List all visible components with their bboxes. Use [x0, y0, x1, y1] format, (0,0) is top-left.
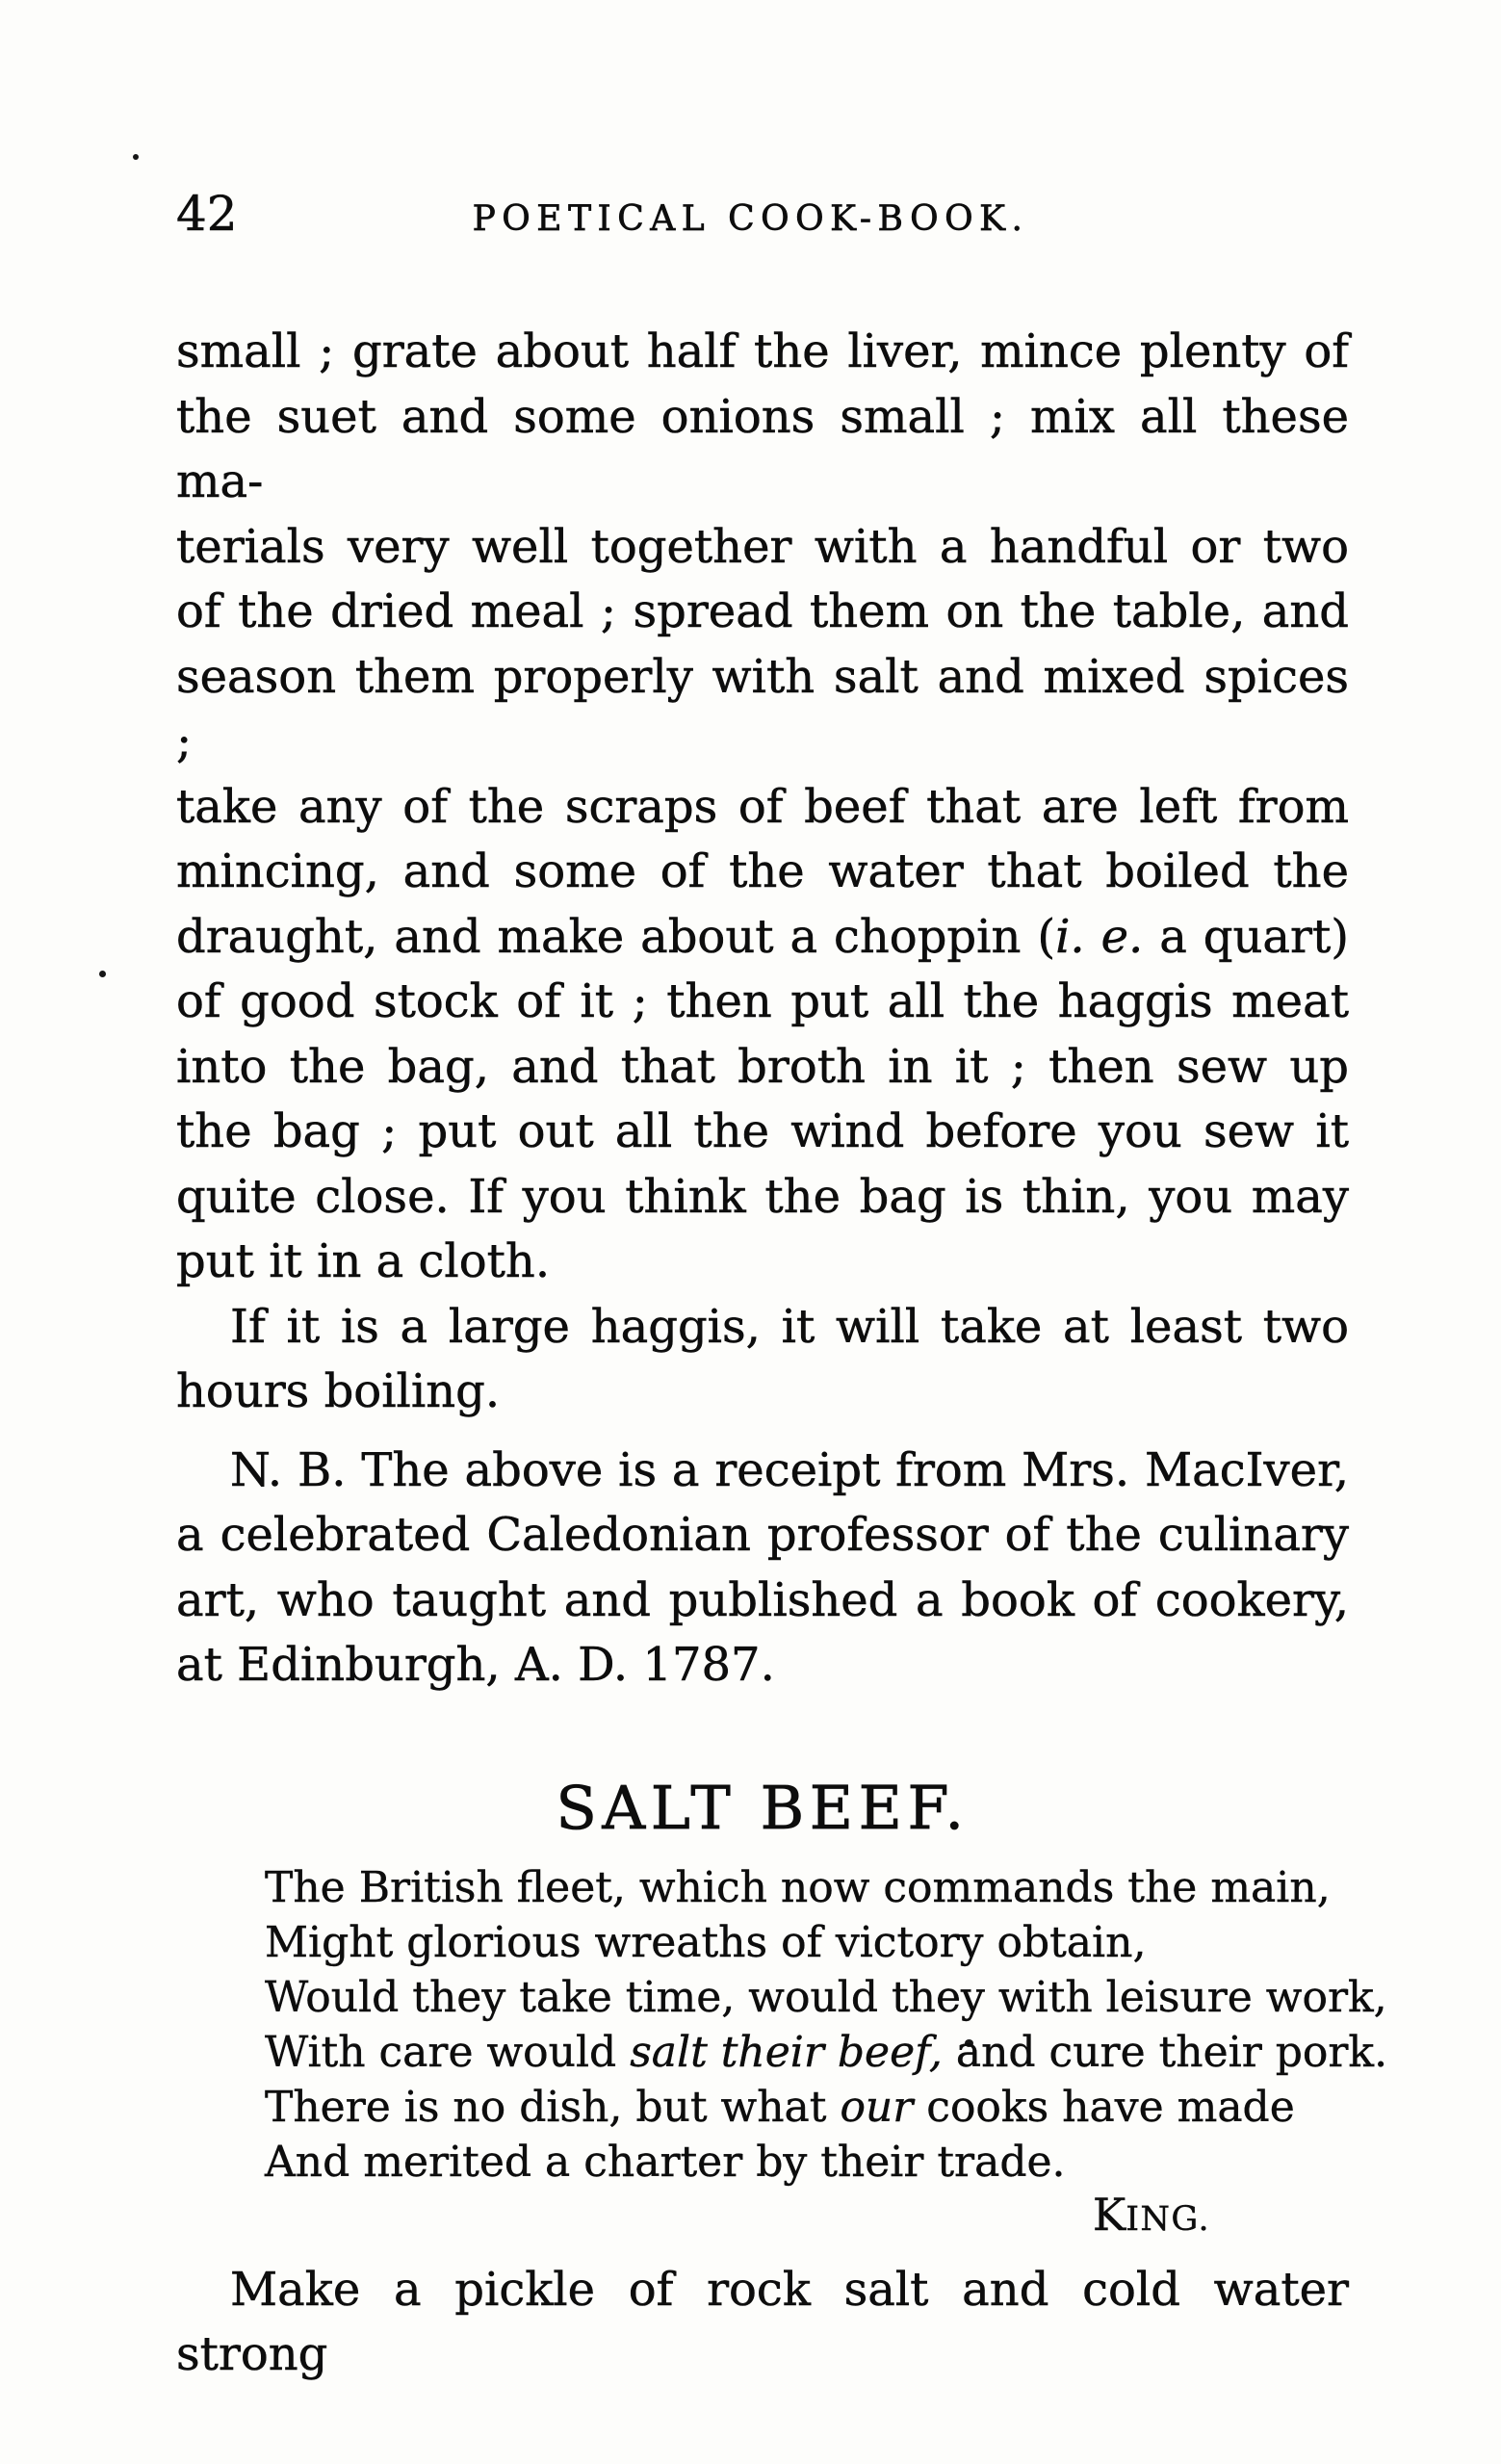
text-line: put it in a cloth. — [176, 1234, 551, 1288]
paragraph-haggis-boiling-time — [176, 1295, 1349, 1425]
text-line: art, who taught and published a book of cookery, — [176, 1572, 1349, 1627]
text-line: small ; grate about half the liver, mince plenty of — [176, 324, 1349, 378]
attribution-initial: K — [1092, 2188, 1126, 2241]
text-line: a celebrated Caledonian professor of the culinary — [176, 1508, 1349, 1562]
running-title: POETICAL COOK-BOOK. — [472, 199, 1029, 239]
text-line: the bag ; put out all the wind before you sew it — [176, 1104, 1349, 1158]
text-line: There is no dish, but what our cooks have made — [265, 2082, 1295, 2132]
text-line: at Edinburgh, A. D. 1787. — [176, 1638, 775, 1692]
text-line: terials very well together with a handful or two — [176, 519, 1349, 574]
text-line: Might glorious wreaths of victory obtain, — [265, 1917, 1147, 1967]
paragraph-nota-bene — [176, 1439, 1349, 1699]
epigraph-poem — [176, 1860, 1388, 2190]
text-line: N. B. The above is a receipt from Mrs. MacIver, — [230, 1442, 1349, 1497]
text-line: take any of the scraps of beef that are left from — [176, 779, 1349, 834]
text-line: of good stock of it ; then put all the haggis meat — [176, 974, 1349, 1028]
text-line: season them properly with salt and mixed spices ; — [176, 649, 1349, 768]
text-line: mincing, and some of the water that boiled the — [176, 844, 1349, 898]
text-line: Would they take time, would they with leisure work, — [265, 1972, 1387, 2022]
text-line: The British fleet, which now commands the main, — [265, 1862, 1331, 1912]
text-line: And merited a charter by their trade. — [265, 2137, 1066, 2187]
scan-speck — [133, 154, 139, 160]
page-number: 42 — [176, 186, 238, 242]
text-line: quite close. If you think the bag is thin, you may — [176, 1169, 1349, 1224]
text-line: With care would salt their beef, and cure their pork. — [265, 2027, 1388, 2077]
recipe-heading-salt-beef: SALT BEEF. — [556, 1772, 970, 1843]
text-line: Make a pickle of rock salt and cold water strong — [176, 2262, 1349, 2381]
text-line: of the dried meal ; spread them on the table, and — [176, 584, 1349, 638]
text-line: the suet and some onions small ; mix all these ma- — [176, 389, 1349, 508]
scan-speck — [99, 971, 106, 977]
text-line: If it is a large haggis, it will take at least two — [230, 1299, 1349, 1354]
paragraph-haggis-directions — [176, 320, 1349, 1295]
text-line: into the bag, and that broth in it ; then sew up — [176, 1039, 1349, 1094]
paragraph-salt-beef-directions — [176, 2258, 1349, 2388]
attribution-rest: ING. — [1126, 2199, 1210, 2239]
text-line: hours boiling. — [176, 1364, 501, 1418]
text-line: draught, and make about a choppin (i. e. a quart) — [176, 909, 1349, 964]
text-column — [176, 320, 1388, 2388]
poem-attribution — [176, 2190, 1349, 2244]
